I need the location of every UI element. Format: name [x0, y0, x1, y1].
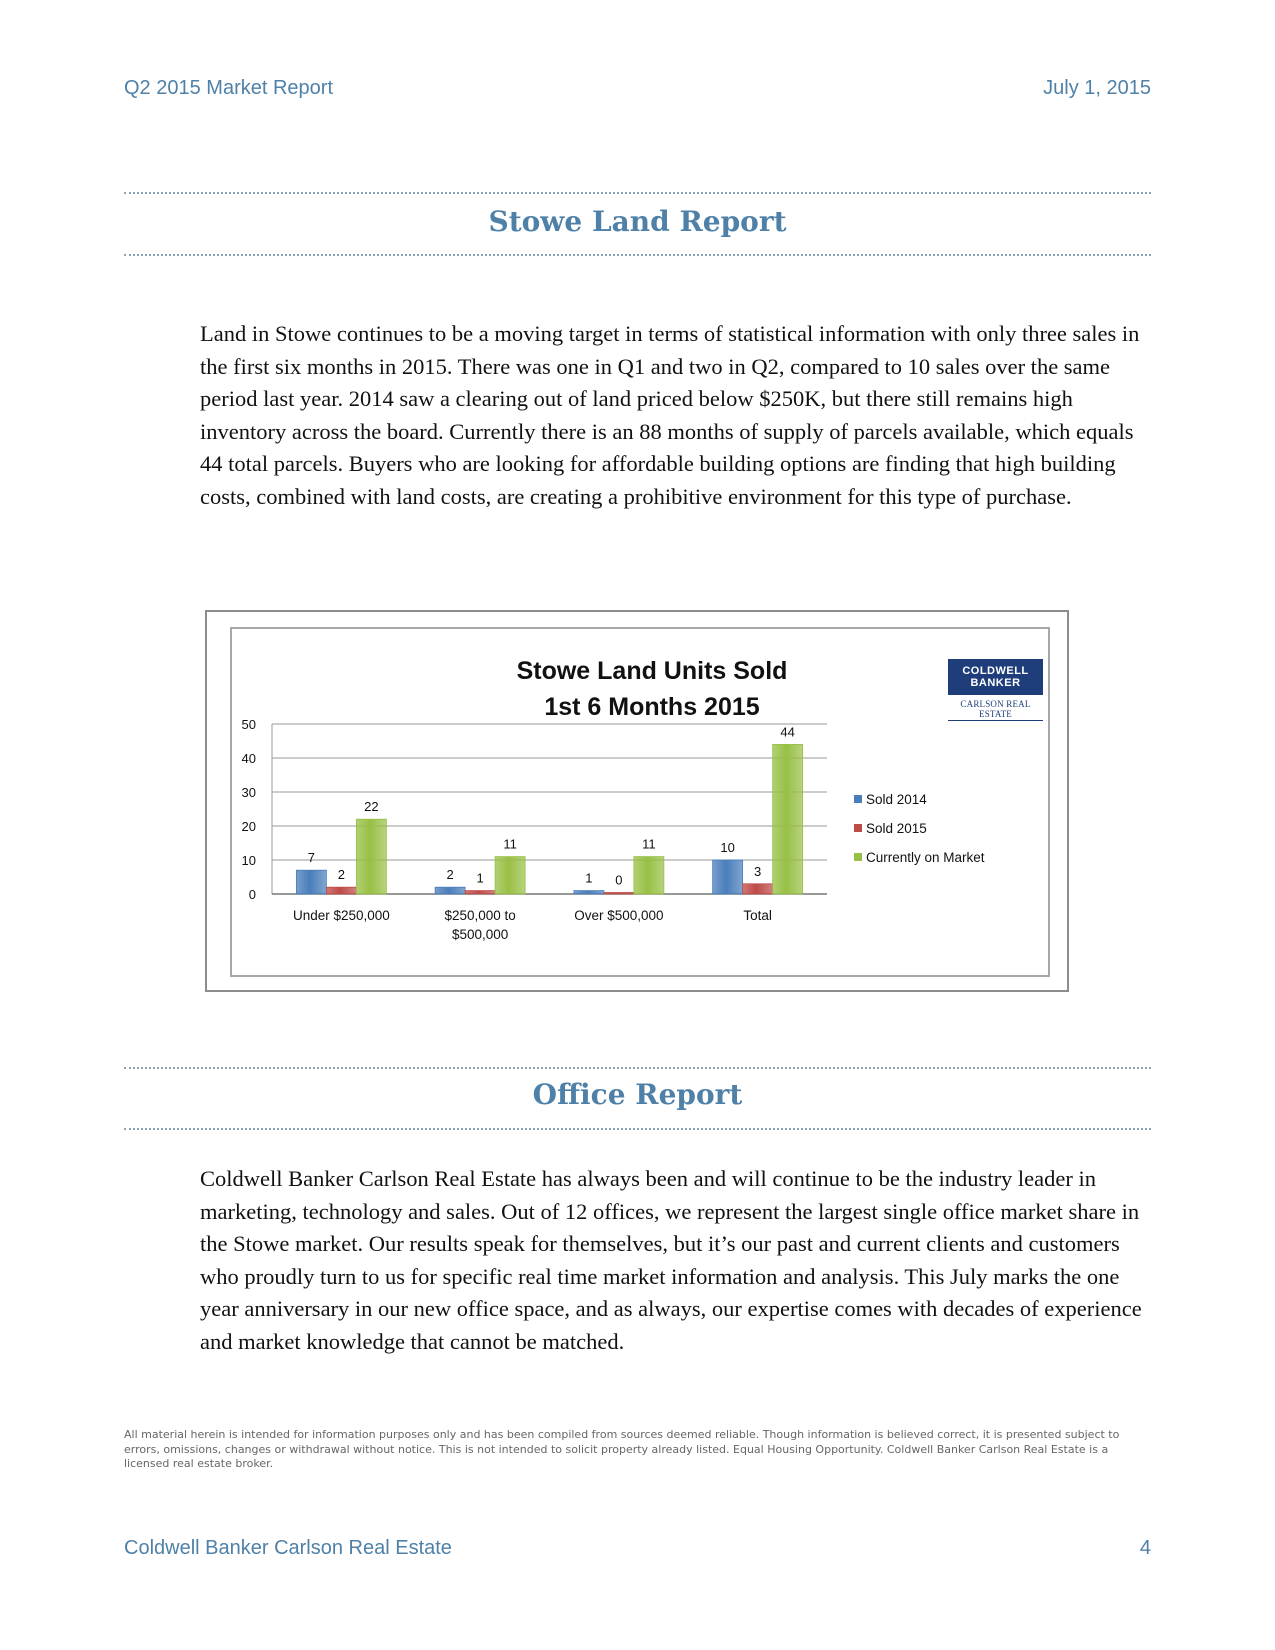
- legend-swatch: [854, 795, 862, 803]
- bar: [713, 860, 743, 894]
- legend-swatch: [854, 824, 862, 832]
- logo-subtitle: CARLSON REAL ESTATE: [948, 699, 1043, 721]
- bar: [435, 887, 465, 894]
- land-paragraph: Land in Stowe continues to be a moving target in terms of statistical information with only three sales in the first six months in 2015. There was one in Q1 and two in Q2, compared to 10 sales over the same period last year. 2014 saw a clearing out of land priced below $250K, but there still remains high inventory across the board. Currently there is an 88 months of supply of parcels available, which equals 44 total parcels. Buyers who are looking for affordable building options are finding that high building costs, combined with land costs, are creating a prohibitive environment for this type of purchase.: [200, 321, 1140, 509]
- coldwell-banker-logo: [948, 659, 1043, 721]
- header-date: July 1, 2015: [1043, 77, 1151, 99]
- logo-line2: BANKER: [970, 677, 1021, 689]
- bar: [604, 893, 634, 895]
- data-label: 10: [720, 840, 735, 855]
- y-tick-label: 0: [248, 887, 256, 902]
- bar: [743, 884, 773, 894]
- chart-frame: [205, 610, 1069, 992]
- page-number: 4: [1139, 1537, 1151, 1559]
- legend-label: Currently on Market: [866, 850, 985, 865]
- y-tick-label: 50: [241, 717, 256, 732]
- x-tick-label: Over $500,000: [574, 908, 664, 923]
- land-section-title: Stowe Land Report: [488, 205, 787, 238]
- x-tick-label: Under $250,000: [292, 908, 390, 923]
- bar: [326, 887, 356, 894]
- logo-box: [948, 659, 1043, 695]
- data-label: 1: [476, 870, 484, 886]
- data-label: 2: [446, 867, 454, 883]
- section-divider: [124, 192, 1151, 194]
- chart-title: [432, 653, 872, 725]
- x-tick-label: $500,000: [451, 927, 509, 942]
- data-label: 11: [642, 836, 656, 852]
- legend-label: Sold 2015: [866, 821, 927, 836]
- office-paragraph: Coldwell Banker Carlson Real Estate has always been and will continue to be the industry leader in marketing, technology and sales. Out of 12 offices, we represent the largest single office market share in the Stowe market. Our results speak for themselves, but it’s our past and current clients and customers who proudly turn to us for specific real time market information and analysis. This July marks the one year anniversary in our new office space, and as always, our expertise comes with decades of experience and market knowledge that cannot be matched.: [200, 1166, 1142, 1354]
- data-label: 3: [754, 863, 762, 879]
- data-label: 7: [307, 850, 315, 866]
- section-divider: [124, 254, 1151, 256]
- x-tick-label: Total: [743, 908, 772, 923]
- section-divider: [124, 1128, 1151, 1130]
- legend-swatch: [854, 853, 862, 861]
- data-label: 0: [615, 872, 623, 888]
- y-tick-label: 30: [241, 785, 256, 800]
- x-tick-label: $250,000 to: [444, 908, 516, 923]
- bar: [356, 819, 386, 894]
- y-tick-label: 40: [241, 751, 256, 766]
- y-tick-label: 20: [241, 819, 256, 834]
- bar: [634, 857, 664, 894]
- logo-line1: COLDWELL: [962, 665, 1029, 677]
- footer-company: Coldwell Banker Carlson Real Estate: [124, 1537, 452, 1559]
- legend-label: Sold 2014: [866, 792, 927, 807]
- data-label: 44: [780, 724, 795, 740]
- y-tick-label: 10: [241, 853, 256, 868]
- section-divider: [124, 1067, 1151, 1069]
- data-label: 22: [364, 799, 379, 815]
- data-label: 2: [337, 867, 345, 883]
- disclaimer: All material herein is intended for information purposes only and has been compiled from sources deemed reliable. Though information is believed correct, it is presented subject to errors, omissions, changes or withdrawal without notice. This is not intended to solicit property already listed. Equal Housing Opportunity. Coldwell Banker Carlson Real Estate is a licensed real estate broker.: [124, 1428, 1120, 1470]
- office-section-title: Office Report: [532, 1078, 743, 1111]
- data-label: 11: [503, 836, 517, 852]
- bar: [296, 870, 326, 894]
- chart-title-line1: Stowe Land Units Sold: [516, 657, 788, 685]
- chart-area: [230, 627, 1050, 977]
- data-label: 1: [585, 870, 593, 886]
- bar: [574, 891, 604, 894]
- header-report-title: Q2 2015 Market Report: [124, 77, 333, 99]
- bar: [495, 857, 525, 894]
- chart-title-line2: 1st 6 Months 2015: [544, 693, 760, 721]
- bar: [465, 891, 495, 894]
- bar: [773, 744, 803, 894]
